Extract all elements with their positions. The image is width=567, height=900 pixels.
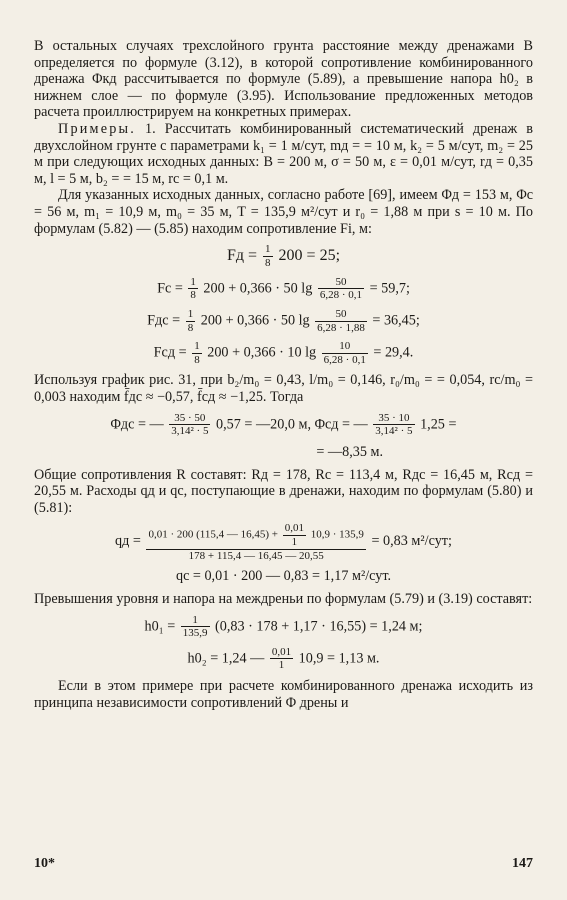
page-number: 147 [512,856,533,871]
paragraph-heads: Превышения уровня и напора на междреньи по формулам (5.79) и (3.19) составят: [34,590,533,607]
equation-qc: qс = 0,01 · 200 — 0,83 = 1,17 м²/сут. [175,568,392,585]
paragraph-graph: Используя график рис. 31, при b₂/m₀ = 0,43, l/m₀ = 0,146, r₀/m₀ = = 0,054, rc/m₀ = 0,003 находим f̄дс ≈ −0,57, f̄сд ≈ −1,25. Тогда [34,372,533,406]
fraction: $\frac{10}{6,28 \cdot 0,1}$ [323,340,366,366]
equation-phi-result: = —8,35 м. [316,443,383,460]
equation-fc: Fс = $\frac{1}{8}$ 200 + 0,366 · 50 lg $\frac{50}{6,28 \cdot 0,1}$ = 59,7; [157,275,410,302]
fraction: $\frac{35 \cdot 50}{\text{3,14² · 5}}$ [171,411,209,438]
fraction: $\frac{50}{6,28 \cdot 0,1}$ [319,275,363,302]
fraction: $\frac{0,01}{1}$ [284,522,305,549]
equation-qd: qд = 0,01 · 200 (115,4 — 16,45) + $\frac{0,01}{1}$ 10,9 · 135,9 178 + 115,4 — 16,45 — 20,55 = 0,83 м²/сут; [115,522,452,562]
signature-mark: 10* [34,856,55,871]
fraction: $\frac{1}{135,9}$ [182,613,208,640]
equation-fdc: Fдс = $\frac{1}{8}$ 200 + 0,366 · 50 lg $\frac{50}{6,28 \cdot 1,88}$ = 36,45; [147,307,420,334]
equation-fd: Fд = $\frac{1}{8}$ 200 = 25; [226,243,341,269]
equation-fcd: Fсд = $\frac{1}{8}$ 200 + 0,366 · 10 lg $\frac{10}{6,28 \cdot 0,1}$ = 29,4. [153,340,414,366]
fraction: $\frac{1}{8}$ [265,243,271,269]
paragraph-resistances: Общие сопротивления R составят: Rд = 178, Rс = 113,4 м, Rдс = 16,45 м, Rсд = 20,55 м. Расходы qд и qс, поступающие в дренажи, находим по формулам (5.80) и (5.81): [34,466,533,516]
page-footer [34,856,533,872]
fraction: $\frac{0,01}{1}$ [271,645,292,672]
fraction: $\frac{1}{8}$ [187,307,194,334]
example-text: 1. Рассчитать комбинированный систематический дренаж в двухслойном грунте с параметрами k₁ = 1 м/сут, mд = = 10 м, k₂ = 5 м/сут, m₂ = 25 м при следующих исходных данных: B = 200 м, σ = 50 м, ε = 0,01 м/сут, rд = 0,35 м, l = 5 м, b₂ = = 15 м, rc = 0,1 м. [34,121,533,187]
equation-h01: h0₁ = $\frac{1}{135,9}$ (0,83 · 178 + 1,17 · 16,55) = 1,24 м; [144,613,423,640]
equation-h02: h0₂ = 1,24 — $\frac{0,01}{1}$ 10,9 = 1,13 м. [187,645,380,672]
fraction: $\frac{35 \cdot 10}{\text{3,14² · 5}}$ [375,411,413,438]
paragraph-example-statement [34,121,533,187]
paragraph-source-data: Для указанных исходных данных, согласно работе [69], имеем Φд = 153 м, Φс = 56 м, m₁ = 10,9 м, m₀ = 35 м, T = 135,9 м²/сут и r₀ = 1,88 м при s = 10 м. По формулам (5.82) — (5.85) находим сопротивление Fi, м: [34,187,533,237]
paragraph-final: Если в этом примере при расчете комбинированного дренажа исходить из принципа независимости сопротивлений Φ дрены и [34,678,533,711]
fraction: $\frac{1}{8}$ [194,340,200,366]
fraction: $\frac{1}{8}$ [190,275,196,302]
paragraph-intro: В остальных случаях трехслойного грунта расстояние между дренажами B определяется по формуле (3.12), в которой сопротивление комбинированного дренажа Φкд рассчитывается по формуле (5.89), а превышение напора h0₂ в нижнем слое — по формуле (3.95). Использование предложенных методов расчета проиллюстрируем на конкретных примерах. [34,38,533,121]
fraction: $\frac{50}{6,28 \cdot 1,88}$ [317,307,365,334]
fraction: 0,01 · 200 (115,4 — 16,45) + $\frac{0,01}{1}$ 10,9 · 135,9 178 + 115,4 — 16,45 — 20,55 [148,522,364,562]
equation-phi: Φдс = — $\frac{35 \cdot 50}{\text{3,14² · 5}}$ 0,57 = —20,0 м, Φсд = — $\frac{35 \cdot 10}{\text{3,14² · 5}}$ 1,25 = [110,411,457,438]
examples-heading: Примеры. [58,121,136,138]
